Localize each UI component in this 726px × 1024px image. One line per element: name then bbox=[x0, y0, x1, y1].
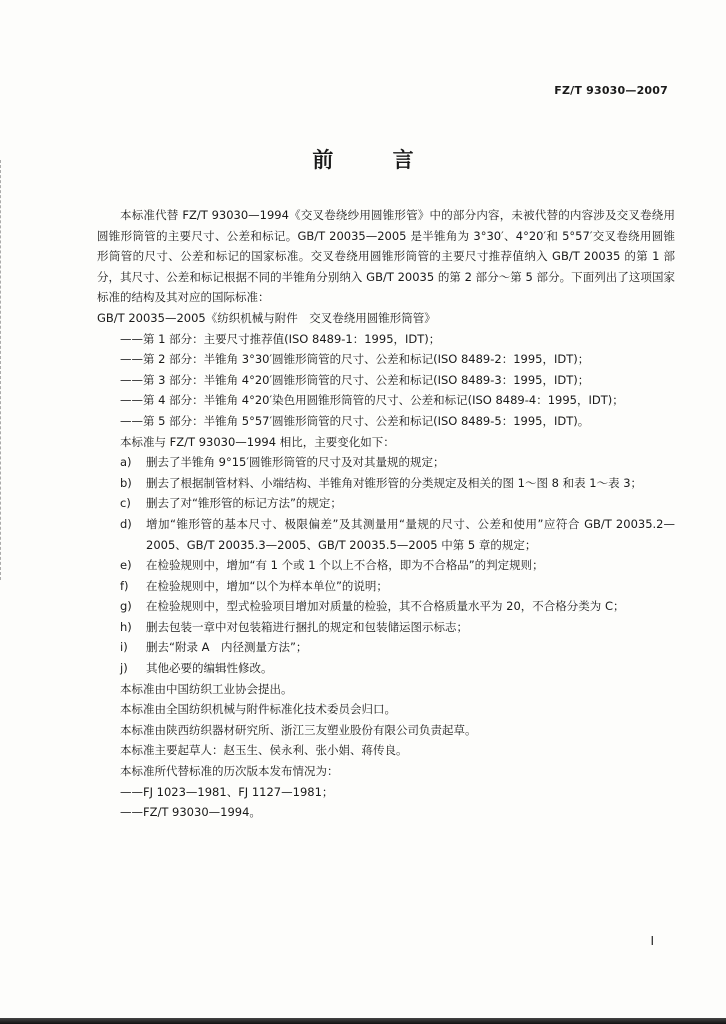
list-marker: d) bbox=[120, 516, 132, 531]
list-marker: a) bbox=[120, 455, 132, 470]
change-item bbox=[97, 493, 675, 514]
change-item bbox=[97, 576, 675, 597]
list-marker: g) bbox=[120, 599, 132, 614]
drafters-line: 本标准主要起草人：赵玉生、侯永利、张小娟、蒋传良。 bbox=[120, 743, 408, 758]
jurisdiction-line: 本标准由全国纺织机械与附件标准化技术委员会归口。 bbox=[120, 702, 396, 717]
change-item bbox=[97, 473, 675, 494]
change-text: 在检验规则中，增加“有 1 个或 1 个以上不合格，即为不合格品”的判定规则； bbox=[146, 558, 544, 573]
history-intro-line: 本标准所代替标准的历次版本发布情况为： bbox=[120, 764, 339, 779]
proposer-line: 本标准由中国纺织工业协会提出。 bbox=[120, 681, 293, 696]
list-marker: c) bbox=[120, 496, 131, 511]
change-item bbox=[97, 658, 675, 679]
structure-part: ——第 4 部分：半锥角 4°20′染色用圆锥形筒管的尺寸、公差和标记(ISO 8489-4：1995，IDT)； bbox=[120, 393, 624, 408]
change-text: 删去“附录 A 内径测量方法”； bbox=[146, 640, 308, 655]
structure-part: ——第 3 部分：半锥角 4°20′圆锥形筒管的尺寸、公差和标记(ISO 8489-3：1995，IDT)； bbox=[120, 372, 590, 387]
change-text: 在检验规则中，型式检验项目增加对质量的检验，其不合格质量水平为 20，不合格分类为 C； bbox=[146, 599, 625, 614]
foreword-body bbox=[97, 205, 675, 823]
structure-part: ——第 1 部分：主要尺寸推荐值(ISO 8489-1：1995，IDT)； bbox=[120, 331, 441, 346]
change-text: 删去包装一章中对包装箱进行捆扎的规定和包装储运图示标志； bbox=[146, 619, 468, 634]
structure-heading: GB/T 20035—2005《纺织机械与附件 交叉卷绕用圆锥形筒管》 bbox=[97, 310, 436, 325]
intro-paragraph: 本标准代替 FZ/T 93030—1994《交叉卷绕纱用圆锥形管》中的部分内容，未被代替的内容涉及交叉卷绕用圆锥形筒管的主要尺寸、公差和标记。GB/T 20035—2005 是半锥角为 3°30′、4°20′和 5°57′交叉卷绕用圆锥形筒管的尺寸、公差和标记的国家标准。交叉卷绕用圆锥形筒管的主要尺寸推荐值纳入 GB/T 20035 的第 1 部分，其尺寸、公差和标记根据不同的半锥角分别纳入 GB/T 20035 的第 2 部分～第 5 部分。下面列出了这项国家标准的结构及其对应的国际标准： bbox=[97, 208, 675, 305]
page-title: 前 言 bbox=[312, 148, 440, 172]
changes-intro: 本标准与 FZ/T 93030—1994 相比，主要变化如下： bbox=[120, 434, 395, 449]
structure-part: ——第 5 部分：半锥角 5°57′圆锥形筒管的尺寸、公差和标记(ISO 8489-5：1995，IDT)。 bbox=[120, 413, 590, 428]
drafting-units-line: 本标准由陕西纺织器材研究所、浙江三友塑业股份有限公司负责起草。 bbox=[120, 722, 477, 737]
document-code: FZ/T 93030—2007 bbox=[554, 84, 668, 97]
list-marker: j) bbox=[120, 661, 128, 676]
change-item bbox=[97, 452, 675, 473]
change-item bbox=[97, 617, 675, 638]
list-marker: h) bbox=[120, 619, 132, 634]
change-text: 删去了半锥角 9°15′圆锥形筒管的尺寸及对其量规的规定； bbox=[146, 455, 445, 470]
scan-bottom-artifact bbox=[0, 1018, 726, 1024]
change-text: 在检验规则中，增加“以个为样本单位”的说明； bbox=[146, 578, 388, 593]
change-item bbox=[97, 596, 675, 617]
change-item bbox=[97, 637, 675, 658]
change-text: 增加“锥形管的基本尺寸、极限偏差”及其测量用“量规的尺寸、公差和使用”应符合 GB/T 20035.2—2005、GB/T 20035.3—2005、GB/T 20035.5—2005 中第 5 章的规定； bbox=[146, 516, 675, 552]
list-marker: e) bbox=[120, 558, 132, 573]
change-text: 其他必要的编辑性修改。 bbox=[146, 661, 273, 676]
history-item: ——FJ 1023—1981、FJ 1127—1981； bbox=[120, 784, 334, 799]
page-number: I bbox=[650, 934, 654, 948]
change-text: 删去了根据制管材料、小端结构、半锥角对锥形管的分类规定及相关的图 1～图 8 和表 1～表 3； bbox=[146, 475, 643, 490]
structure-part: ——第 2 部分：半锥角 3°30′圆锥形筒管的尺寸、公差和标记(ISO 8489-2：1995，IDT)； bbox=[120, 352, 590, 367]
list-marker: b) bbox=[120, 475, 132, 490]
scan-edge-artifact bbox=[0, 160, 5, 580]
list-marker: f) bbox=[120, 578, 129, 593]
history-item: ——FZ/T 93030—1994。 bbox=[120, 805, 261, 820]
change-item bbox=[97, 555, 675, 576]
change-text: 删去了对“锥形管的标记方法”的规定； bbox=[146, 496, 342, 511]
list-marker: i) bbox=[120, 640, 128, 655]
change-item bbox=[97, 514, 675, 555]
